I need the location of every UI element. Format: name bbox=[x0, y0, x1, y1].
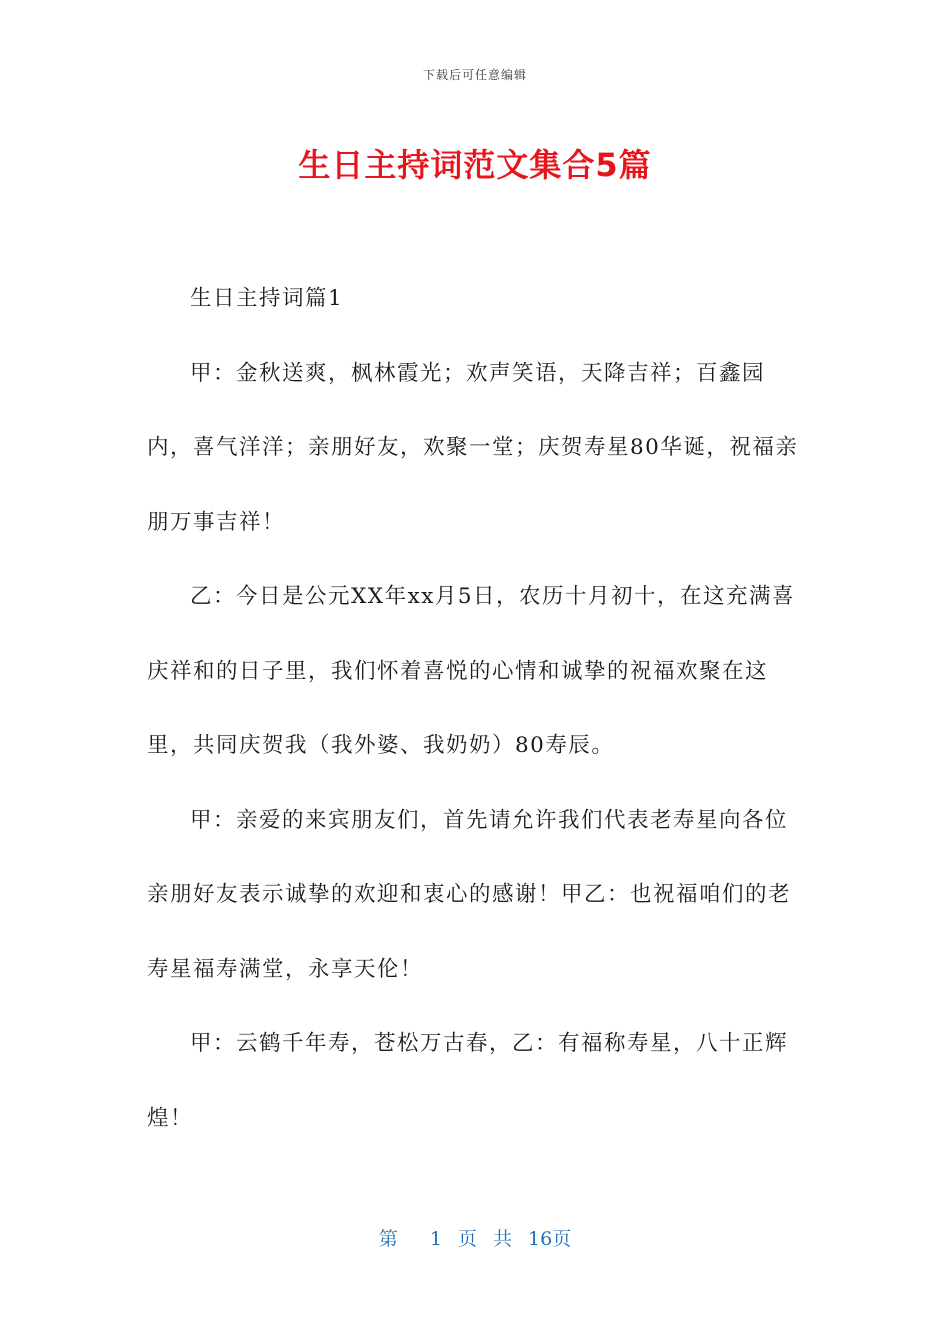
paragraph: 乙：今日是公元XX年xx月5日，农历十月初十，在这充满喜庆祥和的日子里，我们怀着喜悦的心情和诚挚的祝福欢聚在这里，共同庆贺我（我外婆、我奶奶）80寿辰。 bbox=[147, 584, 796, 758]
section-heading: 生日主持词篇1 bbox=[190, 286, 344, 311]
paragraph: 甲：云鹤千年寿，苍松万古春，乙：有福称寿星，八十正辉煌！ bbox=[147, 1031, 789, 1131]
page-number-footer: 第 1 页 共 16页 bbox=[378, 1228, 572, 1250]
paragraph: 甲：金秋送爽，枫林霞光；欢声笑语，天降吉祥；百鑫园内，喜气洋洋；亲朋好友，欢聚一堂；庆贺寿星80华诞，祝福亲朋万事吉祥！ bbox=[147, 360, 799, 535]
paragraph: 甲：亲爱的来宾朋友们，首先请允许我们代表老寿星向各位亲朋好友表示诚挚的欢迎和衷心的感谢！甲乙：也祝福咱们的老寿星福寿满堂，永享天伦！ bbox=[147, 807, 792, 982]
header-note: 下载后可任意编辑 bbox=[422, 68, 527, 82]
document-body bbox=[147, 262, 802, 1156]
document-title: 生日主持词范文集合5篇 bbox=[298, 146, 652, 184]
